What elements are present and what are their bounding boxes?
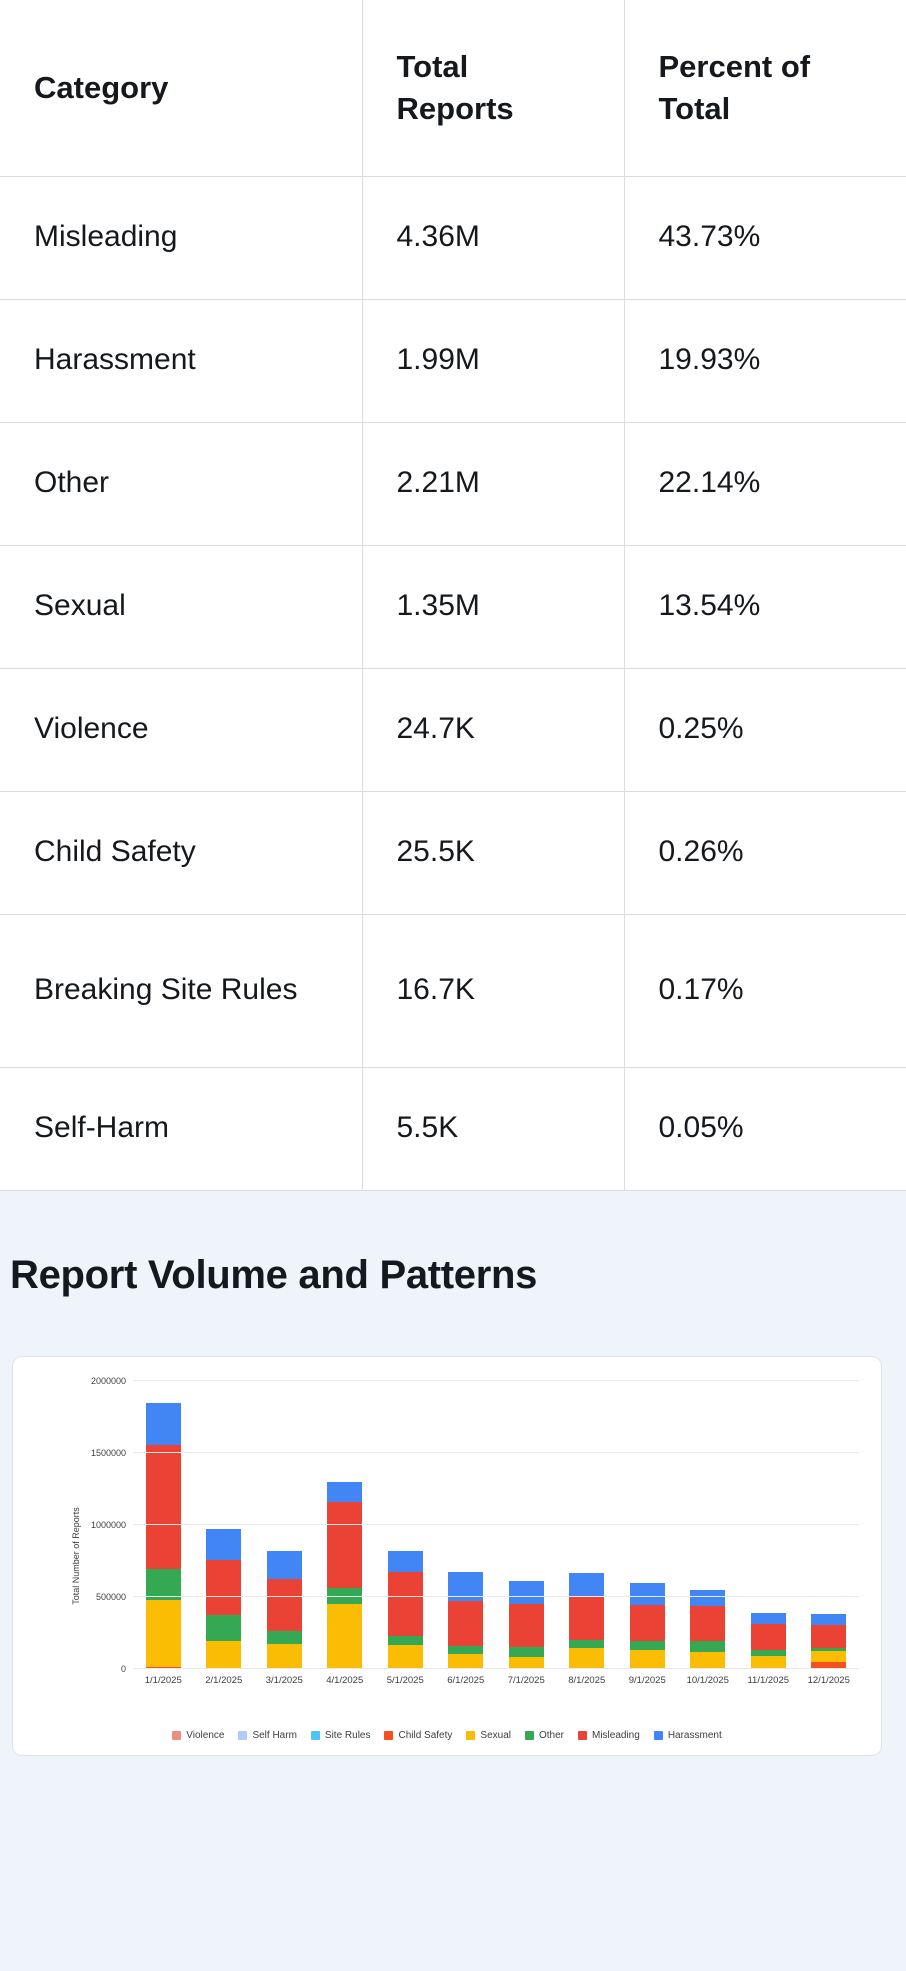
legend-swatch xyxy=(525,1731,534,1740)
chart-bar-segment xyxy=(327,1482,362,1502)
chart-bar-segment xyxy=(811,1614,846,1625)
chart-bar-segment xyxy=(690,1641,725,1652)
x-axis-tick-label: 5/1/2025 xyxy=(386,1674,424,1686)
table-header-row xyxy=(0,0,906,176)
chart-bar-column xyxy=(799,1381,860,1686)
x-axis-tick-label: 6/1/2025 xyxy=(447,1674,485,1686)
chart-bar-segment xyxy=(388,1636,423,1645)
legend-label: Misleading xyxy=(592,1729,640,1741)
chart-bar xyxy=(206,1529,241,1668)
chart-bar-column xyxy=(315,1381,376,1686)
cell-category: Child Safety xyxy=(0,791,362,914)
chart-bar-segment xyxy=(569,1596,604,1641)
cell-percent: 19.93% xyxy=(624,299,906,422)
chart-bar-segment xyxy=(206,1615,241,1641)
table-row xyxy=(0,176,906,299)
chart-bar-segment xyxy=(509,1647,544,1656)
chart-bar xyxy=(569,1573,604,1669)
table-row xyxy=(0,668,906,791)
cell-category: Breaking Site Rules xyxy=(0,914,362,1067)
chart-bar-segment xyxy=(267,1631,302,1644)
x-axis-tick-label: 7/1/2025 xyxy=(507,1674,545,1686)
x-axis-tick-label: 12/1/2025 xyxy=(807,1674,850,1686)
cell-category: Self-Harm xyxy=(0,1067,362,1190)
chart-gridline xyxy=(133,1380,859,1381)
y-axis-tick-label: 1000000 xyxy=(90,1519,126,1530)
x-axis-tick-label: 11/1/2025 xyxy=(747,1674,790,1686)
chart-bar-segment xyxy=(206,1641,241,1668)
cell-total: 16.7K xyxy=(362,914,624,1067)
chart-bar-segment xyxy=(751,1613,786,1624)
chart-bar-segment xyxy=(327,1502,362,1588)
chart-bar xyxy=(388,1551,423,1669)
table-row xyxy=(0,545,906,668)
chart-bar-segment xyxy=(327,1604,362,1667)
chart-bar xyxy=(146,1403,181,1669)
table-header-total-reports: Total Reports xyxy=(362,0,624,176)
chart-bar-segment xyxy=(509,1581,544,1603)
y-axis-tick-label: 0 xyxy=(120,1663,126,1674)
chart-bar-segment xyxy=(690,1652,725,1668)
legend-item[interactable] xyxy=(466,1730,511,1741)
cell-total: 24.7K xyxy=(362,668,624,791)
chart-gridline xyxy=(133,1668,859,1669)
cell-total: 2.21M xyxy=(362,422,624,545)
chart-bar-column xyxy=(617,1381,678,1686)
x-axis-tick-label: 3/1/2025 xyxy=(265,1674,303,1686)
cell-category: Misleading xyxy=(0,176,362,299)
cell-total: 5.5K xyxy=(362,1067,624,1190)
x-axis-tick-label: 4/1/2025 xyxy=(326,1674,364,1686)
chart-bar-segment xyxy=(448,1654,483,1668)
table-row xyxy=(0,1067,906,1190)
legend-label: Sexual xyxy=(480,1729,511,1741)
chart-bar-segment xyxy=(630,1605,665,1641)
cell-total: 25.5K xyxy=(362,791,624,914)
chart-bar-column xyxy=(436,1381,497,1686)
chart-bar-segment xyxy=(751,1624,786,1650)
cell-category: Violence xyxy=(0,668,362,791)
legend-item[interactable] xyxy=(578,1730,640,1741)
chart-gridline xyxy=(133,1524,859,1525)
chart-bar-segment xyxy=(569,1640,604,1648)
legend-swatch xyxy=(466,1731,475,1740)
legend-item[interactable] xyxy=(525,1730,564,1741)
chart-bar-segment xyxy=(448,1601,483,1646)
cell-total: 1.35M xyxy=(362,545,624,668)
chart-bar-segment xyxy=(388,1572,423,1636)
cell-category: Sexual xyxy=(0,545,362,668)
chart-bar xyxy=(448,1572,483,1669)
chart-plot-area xyxy=(90,1375,859,1686)
legend-item[interactable] xyxy=(654,1730,722,1741)
chart-bar-segment xyxy=(630,1583,665,1605)
table-row xyxy=(0,791,906,914)
cell-category: Harassment xyxy=(0,299,362,422)
cell-percent: 0.25% xyxy=(624,668,906,791)
legend-label: Violence xyxy=(186,1729,225,1741)
x-axis-tick-label: 9/1/2025 xyxy=(628,1674,666,1686)
x-axis-tick-label: 8/1/2025 xyxy=(568,1674,606,1686)
chart-bar-segment xyxy=(267,1579,302,1631)
legend-item[interactable] xyxy=(384,1730,452,1741)
table-row xyxy=(0,914,906,1067)
table-row xyxy=(0,299,906,422)
chart-bar-segment xyxy=(146,1403,181,1445)
chart-bars xyxy=(133,1381,859,1686)
chart-bar-column xyxy=(557,1381,618,1686)
legend-swatch xyxy=(384,1731,393,1740)
chart-bar-column xyxy=(496,1381,557,1686)
chart-bar-segment xyxy=(267,1551,302,1579)
chart-legend xyxy=(13,1730,881,1741)
cell-category: Other xyxy=(0,422,362,545)
chart-bar-segment xyxy=(690,1606,725,1641)
chart-card xyxy=(12,1356,882,1756)
chart-bar-segment xyxy=(509,1604,544,1648)
chart-bar-column xyxy=(678,1381,739,1686)
legend-swatch xyxy=(311,1731,320,1740)
y-axis-title: Total Number of Reports xyxy=(70,1506,81,1605)
chart-bar-segment xyxy=(448,1646,483,1654)
chart-gridline xyxy=(133,1452,859,1453)
legend-item[interactable] xyxy=(172,1730,224,1741)
cell-percent: 22.14% xyxy=(624,422,906,545)
legend-label: Child Safety xyxy=(398,1729,453,1741)
chart-bar-column xyxy=(375,1381,436,1686)
chart-bar-segment xyxy=(267,1644,302,1668)
chart-bar-segment xyxy=(811,1625,846,1648)
x-axis-tick-label: 10/1/2025 xyxy=(686,1674,729,1686)
chart-bar-segment xyxy=(630,1650,665,1668)
chart-bar xyxy=(327,1482,362,1669)
chart-bar-segment xyxy=(146,1600,181,1668)
chart-bar-segment xyxy=(448,1572,483,1602)
cell-percent: 13.54% xyxy=(624,545,906,668)
legend-swatch xyxy=(238,1731,247,1740)
legend-swatch xyxy=(654,1731,663,1740)
chart-bar-segment xyxy=(630,1641,665,1650)
table-header-category: Category xyxy=(0,0,362,176)
cell-total: 4.36M xyxy=(362,176,624,299)
table-header-percent-of-total: Percent of Total xyxy=(624,0,906,176)
legend-item[interactable] xyxy=(238,1730,296,1741)
chart-bar-column xyxy=(194,1381,255,1686)
x-axis-tick-label: 1/1/2025 xyxy=(144,1674,182,1686)
chart-bar-segment xyxy=(388,1551,423,1572)
chart-bar-column xyxy=(254,1381,315,1686)
legend-label: Other xyxy=(538,1729,564,1741)
chart-bar-segment xyxy=(811,1651,846,1663)
legend-label: Self Harm xyxy=(252,1729,297,1741)
chart-bar xyxy=(751,1613,786,1669)
legend-label: Harassment xyxy=(667,1729,722,1741)
chart-bar-segment xyxy=(690,1590,725,1607)
chart-bar-segment xyxy=(388,1645,423,1668)
y-axis-tick-label: 1500000 xyxy=(90,1447,126,1458)
legend-item[interactable] xyxy=(311,1730,371,1741)
cell-percent: 0.26% xyxy=(624,791,906,914)
cell-total: 1.99M xyxy=(362,299,624,422)
legend-label: Site Rules xyxy=(324,1729,371,1741)
chart-bar-segment xyxy=(206,1560,241,1615)
chart-bar-column xyxy=(133,1381,194,1686)
chart-bar xyxy=(267,1551,302,1669)
chart-bar-segment xyxy=(751,1656,786,1668)
y-axis-tick-label: 2000000 xyxy=(90,1375,126,1386)
table-row xyxy=(0,422,906,545)
legend-swatch xyxy=(172,1731,181,1740)
chart-bar-segment xyxy=(509,1657,544,1668)
chart-bar-column xyxy=(738,1381,799,1686)
chart-gridline xyxy=(133,1596,859,1597)
section-heading: Report Volume and Patterns xyxy=(10,1252,538,1297)
chart-bar xyxy=(509,1581,544,1668)
chart-bar xyxy=(690,1590,725,1669)
chart-bar-segment xyxy=(206,1529,241,1560)
chart-bar-segment xyxy=(569,1648,604,1667)
chart-bar-segment xyxy=(146,1445,181,1569)
chart-bar-segment xyxy=(569,1573,604,1596)
x-axis-tick-label: 2/1/2025 xyxy=(205,1674,243,1686)
chart-bar xyxy=(811,1614,846,1669)
legend-swatch xyxy=(578,1731,587,1740)
y-axis-tick-label: 500000 xyxy=(95,1591,126,1602)
cell-percent: 0.05% xyxy=(624,1067,906,1190)
cell-percent: 43.73% xyxy=(624,176,906,299)
stacked-bar-chart xyxy=(13,1357,881,1755)
cell-percent: 0.17% xyxy=(624,914,906,1067)
